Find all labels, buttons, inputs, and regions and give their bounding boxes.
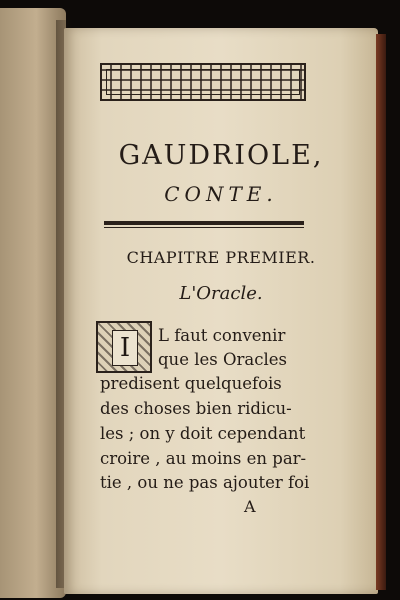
book-subtitle: CONTE. xyxy=(164,182,278,206)
drop-cap-letter: I xyxy=(112,330,138,366)
drop-cap-frame xyxy=(96,321,152,373)
book-title: GAUDRIOLE, xyxy=(118,140,324,171)
signature-mark: A xyxy=(244,497,256,516)
headpiece-ornament xyxy=(100,63,306,101)
ornament-border xyxy=(106,69,300,95)
text-line: L faut convenir xyxy=(158,326,286,345)
text-line: tie , ou ne pas ajouter foi xyxy=(100,473,310,492)
section-title: L'Oracle. xyxy=(179,283,263,304)
title-rule-thick xyxy=(104,221,304,225)
chapter-heading: CHAPITRE PREMIER. xyxy=(126,248,316,267)
text-line: predisent quelquefois xyxy=(100,374,282,393)
text-line: que les Oracles xyxy=(158,350,287,369)
cover-edge xyxy=(376,34,386,590)
text-line: les ; on y doit cependant xyxy=(100,424,306,443)
text-line: croire , au moins en par- xyxy=(100,449,307,468)
title-rule-thin xyxy=(104,227,304,228)
right-page xyxy=(64,28,378,594)
text-line: des choses bien ridicu- xyxy=(100,399,292,418)
